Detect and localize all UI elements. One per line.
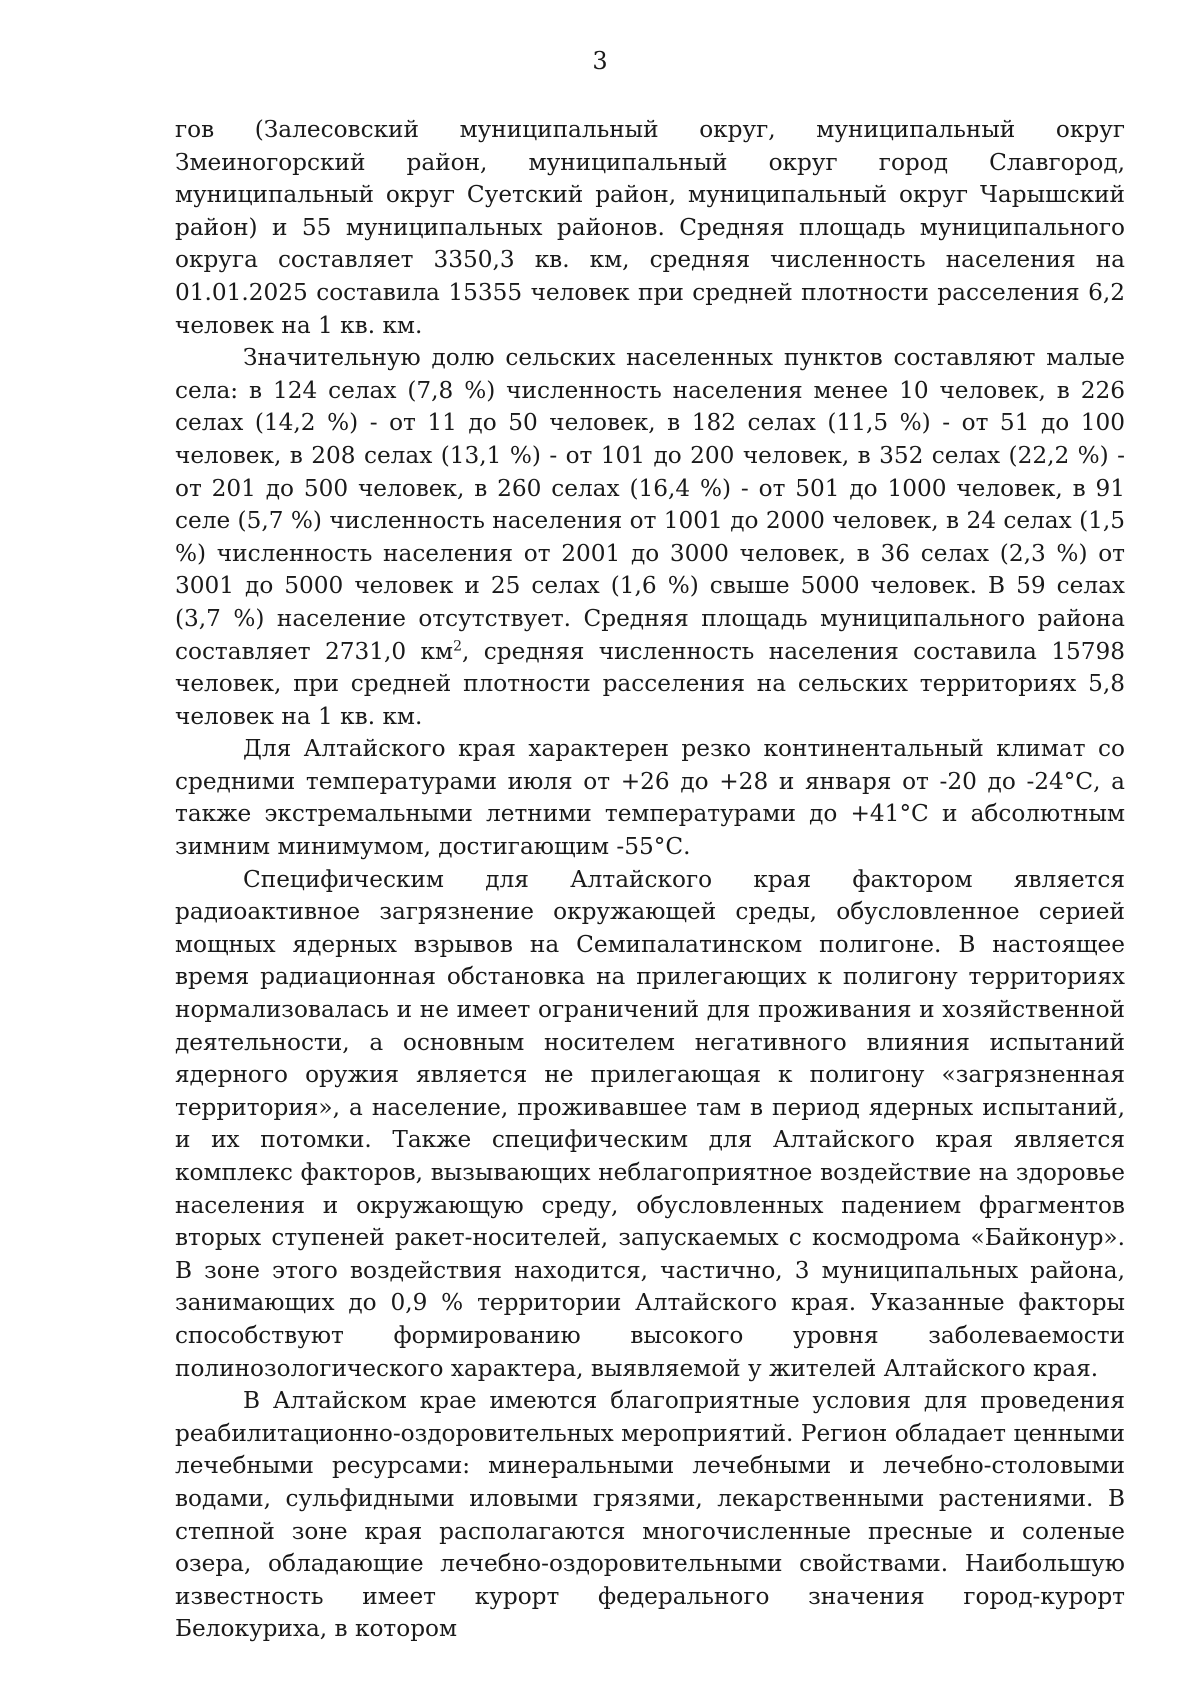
- paragraph-radiation-factors: Специфическим для Алтайского края фактором является радиоактивное загрязнение окружающей среды, обусловленное серией мощных ядерных взрывов на Семипалатинском полигоне. В настоящее время радиационная обстановка на прилегающих к полигону территориях нормализовалась и не имеет ограничений для проживания и хозяйственной деятельности, а основным носителем негативного влияния испытаний ядерного оружия является не прилегающая к полигону «загрязненная территория», а население, проживавшее там в период ядерных испытаний, и их потомки. Также специфическим для Алтайского края является комплекс факторов, вызывающих неблагоприятное воздействие на здоровье населения и окружающую среду, обусловленных падением фрагментов вторых ступеней ракет-носителей, запускаемых с космодрома «Байконур». В зоне этого воздействия находится, частично, 3 муниципальных района, занимающих до 0,9 % территории Алтайского края. Указанные факторы способствуют формированию высокого уровня заболеваемости полинозологического характера, выявляемой у жителей Алтайского края.: [175, 865, 1125, 1382]
- paragraph-municipal-districts: гов (Залесовский муниципальный округ, муниципальный округ Змеиногорский район, муниципальный округ город Славгород, муниципальный округ Суетский район, муниципальный округ Чарышский район) и 55 муниципальных районов. Средняя площадь муниципального округа составляет 3350,3 кв. км, средняя численность населения на 01.01.2025 составила 15355 человек при средней плотности расселения 6,2 человек на 1 кв. км.: [175, 116, 1125, 339]
- paragraph-small-villages-text-end: , средняя численность населения составила 15798 человек, при средней плотности расселения на сельских территориях 5,8 человек на 1 кв. км.: [175, 637, 1125, 730]
- superscript-square: 2: [453, 637, 462, 654]
- paragraph-small-villages: [175, 342, 1125, 733]
- page-number: 3: [592, 47, 608, 75]
- paragraph-rehabilitation-resources: В Алтайском крае имеются благоприятные условия для проведения реабилитационно-оздоровительных мероприятий. Регион обладает ценными лечебными ресурсами: минеральными лечебными и лечебно-столовыми водами, сульфидными иловыми грязями, лекарственными растениями. В степной зоне края располагаются многочисленные пресные и соленые озера, обладающие лечебно-оздоровительными свойствами. Наибольшую известность имеет курорт федерального значения город-курорт Белокуриха, в котором: [175, 1387, 1125, 1643]
- paragraph-climate: Для Алтайского края характерен резко континентальный климат со средними температурами июля от +26 до +28 и января от -20 до -24°С, а также экстремальными летними температурами до +41°С и абсолютным зимним минимумом, достигающим -55°С.: [175, 735, 1125, 861]
- document-body: [175, 114, 1125, 1646]
- paragraph-small-villages-text: Значительную долю сельских населенных пунктов составляют малые села: в 124 селах (7,8 %) численность населения менее 10 человек, в 226 селах (14,2 %) - от 11 до 50 человек, в 182 селах (11,5 %) - от 51 до 100 человек, в 208 селах (13,1 %) - от 101 до 200 человек, в 352 селах (22,2 %) - от 201 до 500 человек, в 260 селах (16,4 %) - от 501 до 1000 человек, в 91 селе (5,7 %) численность населения от 1001 до 2000 человек, в 24 селах (1,5 %) численность населения от 2001 до 3000 человек, в 36 селах (2,3 %) от 3001 до 5000 человек и 25 селах (1,6 %) свыше 5000 человек. В 59 селах (3,7 %) население отсутствует. Средняя площадь муниципального района составляет 2731,0 км: [175, 344, 1125, 665]
